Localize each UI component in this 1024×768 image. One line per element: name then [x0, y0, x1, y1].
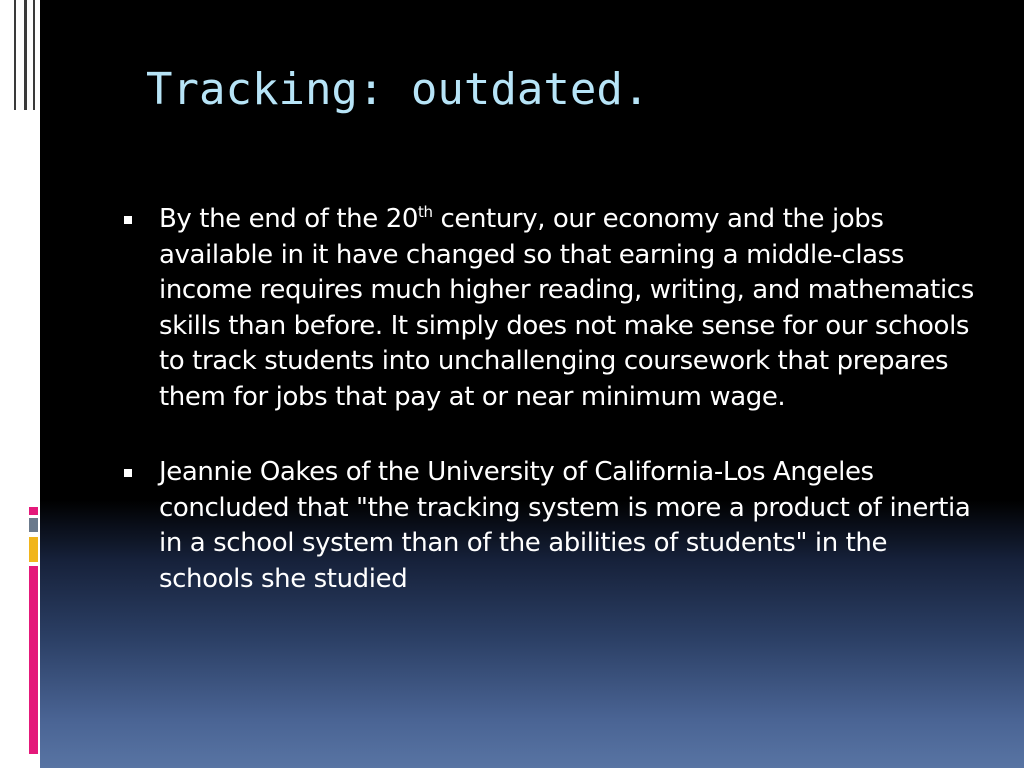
bullet-item — [122, 202, 982, 415]
decorative-side-band — [0, 0, 40, 768]
bullet-text: By the end of the 20th century, our economy and the jobs available in it have changed so that earning a middle-class income requires much higher reading, writing, and mathematics skills than before. It simply does not make sense for our schools to track students into unchallenging coursework that prepares them for jobs that pay at or near minimum wage. — [159, 203, 974, 412]
bullet-item — [122, 455, 982, 597]
decorative-block-magenta — [29, 507, 38, 515]
decorative-line — [33, 0, 35, 110]
decorative-line — [14, 0, 16, 110]
decorative-block-gray — [29, 518, 38, 532]
decorative-block-yellow — [29, 537, 38, 562]
decorative-block-magenta-tall — [29, 566, 38, 754]
decorative-line — [24, 0, 27, 110]
bullet-text: Jeannie Oakes of the University of California-Los Angeles concluded that "the tracking system is more a product of inertia in a school system than of the abilities of students" in the schools she studied — [159, 457, 971, 594]
slide-title: Tracking: outdated. — [146, 64, 650, 115]
bullet-list — [122, 202, 982, 637]
square-bullet-icon — [124, 216, 132, 224]
square-bullet-icon — [124, 469, 132, 477]
superscript: th — [418, 203, 433, 221]
